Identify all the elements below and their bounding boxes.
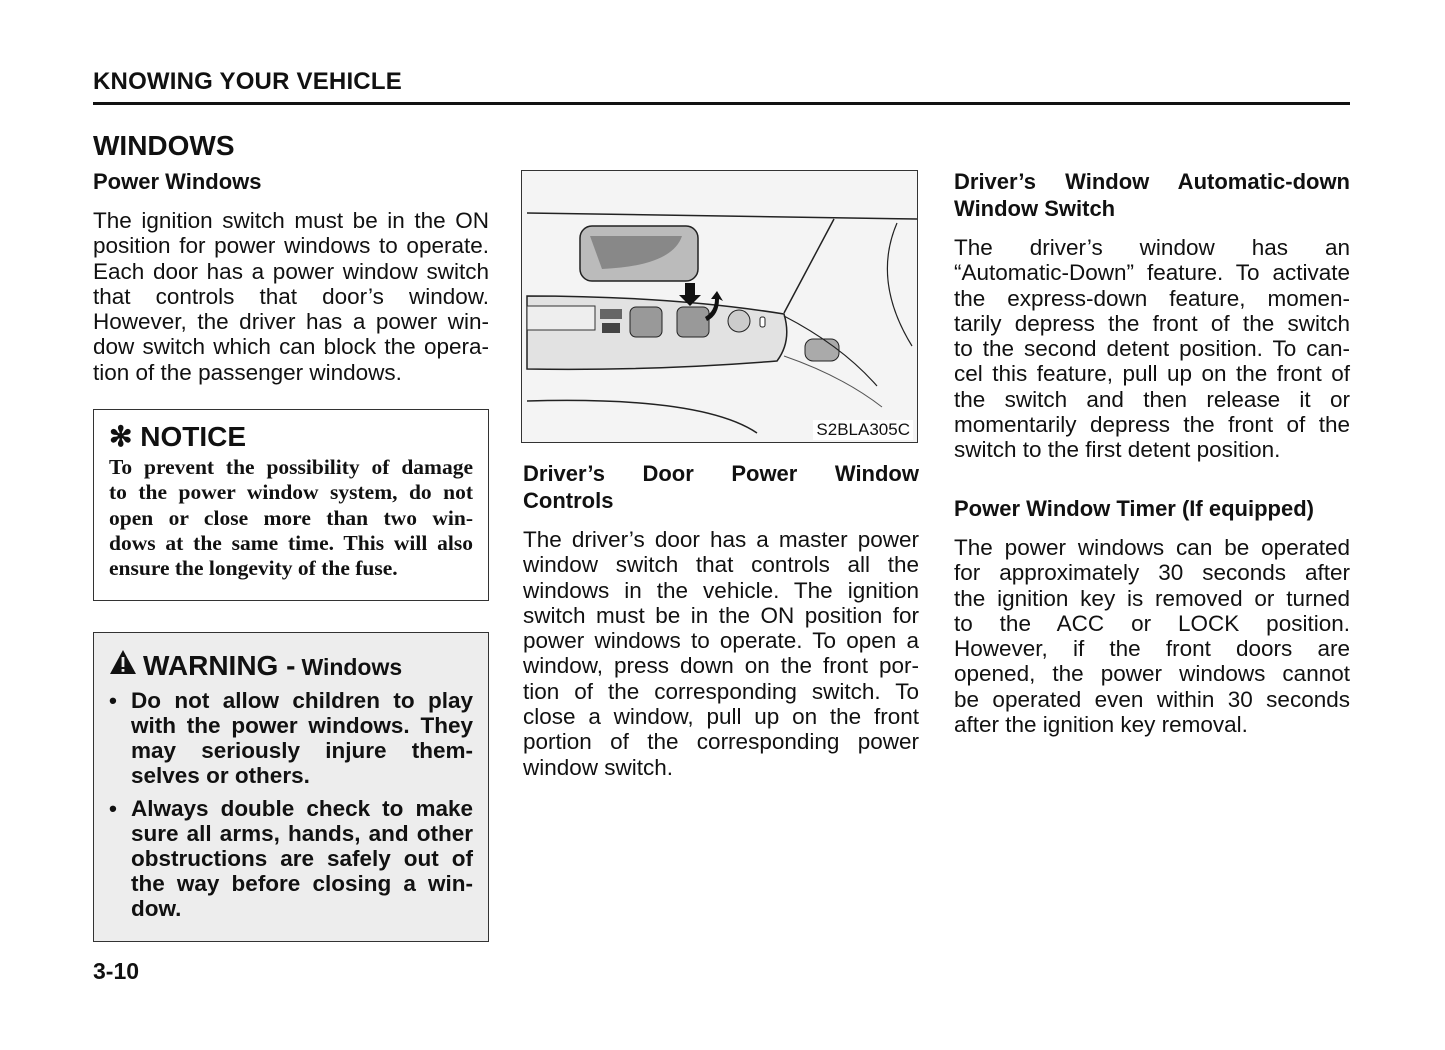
page-title: WINDOWS — [93, 130, 235, 161]
figure-code: S2BLA305C — [813, 420, 913, 440]
power-windows-paragraph — [93, 208, 489, 385]
text-line: for approximately 30 seconds after — [954, 560, 1350, 586]
text-line: sure all arms, hands, and other — [131, 821, 473, 846]
text-line: Always double check to make — [131, 796, 473, 821]
text-line: dow switch which can block the opera- — [93, 334, 489, 360]
text-line: dows at the same time. This will also — [109, 530, 473, 555]
text-line: position for power windows to operate. — [93, 233, 489, 259]
text-line: to the second detent position. To can- — [954, 336, 1350, 362]
text-line: “Automatic-Down” feature. To activate — [954, 260, 1350, 286]
text-line: The power windows can be operated — [954, 535, 1350, 560]
warning-bullet-text — [131, 688, 473, 788]
warning-bullet: • Always double check to make sure all arms, hands, and other obstructions are safely out of the way before closing a win- dow. — [109, 796, 473, 921]
warning-subtitle: Windows — [301, 654, 403, 680]
text-line: However, if the front doors are — [954, 636, 1350, 662]
notice-asterisk-icon: ✻ — [109, 421, 133, 452]
text-line: tarily depress the front of the switch — [954, 310, 1350, 336]
text-line: obstructions are safely out of — [131, 846, 473, 871]
text-line: window switch that controls all the — [523, 552, 919, 578]
text-line: be operated even within 30 seconds — [954, 686, 1350, 712]
warning-bullet: • Do not allow children to play with the power windows. They may seriously injure them- selves or others. — [109, 688, 473, 788]
heading-automatic-down — [954, 168, 1350, 222]
notice-box — [93, 409, 489, 601]
text-line: to the power window system, do not — [109, 480, 473, 505]
text-line: tion of the corresponding switch. To — [523, 678, 919, 704]
text-line: close a window, pull up on the front — [523, 704, 919, 730]
door-panel-drawing — [522, 171, 918, 443]
warning-title: WARNING - — [143, 650, 296, 681]
text-line: the ignition key is removed or turned — [954, 585, 1350, 611]
text-line: to the ACC or LOCK position. — [954, 610, 1350, 636]
text-line: the switch and then release it or — [954, 386, 1350, 412]
text-line: may seriously injure them- — [131, 738, 473, 763]
text-line: The ignition switch must be in the ON — [93, 208, 489, 233]
text-line: Driver’s Door Power Window — [523, 461, 919, 486]
notice-text — [109, 455, 473, 581]
text-line: opened, the power windows cannot — [954, 661, 1350, 687]
text-line: Driver’s Window Automatic-down — [954, 169, 1350, 194]
text-line: Do not allow children to play — [131, 688, 473, 713]
text-line: portion of the corresponding power — [523, 729, 919, 755]
text-line: tion of the passenger windows. — [93, 359, 402, 385]
page-number: 3-10 — [93, 958, 140, 984]
text-line: Controls — [523, 488, 614, 513]
text-line: switch to the first detent position. — [954, 437, 1281, 463]
text-line: that controls that door’s window. — [93, 283, 489, 309]
warning-heading — [109, 649, 473, 682]
text-line: windows in the vehicle. The ignition — [523, 577, 919, 603]
notice-heading — [109, 420, 473, 453]
text-line: the express-down feature, momen- — [954, 285, 1350, 311]
text-line: switch must be in the ON position for — [523, 602, 919, 628]
header-rule — [93, 102, 1350, 105]
warning-box — [93, 632, 489, 942]
text-line: window, press down on the front por- — [523, 653, 919, 679]
warning-triangle-icon — [109, 649, 137, 682]
text-line: To prevent the possibility of damage — [109, 455, 473, 479]
text-line: Window Switch — [954, 196, 1116, 221]
text-line: open or close more than two win- — [109, 505, 473, 530]
automatic-down-paragraph — [954, 235, 1350, 463]
notice-title: NOTICE — [140, 421, 247, 452]
text-line: However, the driver has a power win- — [93, 309, 489, 335]
text-line: momentarily depress the front of the — [954, 412, 1350, 438]
text-line: after the ignition key removal. — [954, 712, 1248, 738]
text-line: The driver’s window has an — [954, 235, 1350, 260]
text-line: Each door has a power window switch — [93, 258, 489, 284]
subtitle-power-windows: Power Windows — [93, 169, 262, 194]
text-line: dow. — [131, 896, 182, 921]
text-line: The driver’s door has a master power — [523, 527, 919, 552]
text-line: with the power windows. They — [131, 713, 473, 738]
heading-window-timer: Power Window Timer (If equipped) — [954, 496, 1314, 521]
text-line: power windows to operate. To open a — [523, 628, 919, 654]
text-line: cel this feature, pull up on the front of — [954, 361, 1350, 387]
drivers-door-paragraph — [523, 527, 919, 780]
door-switch-illustration — [521, 170, 918, 443]
text-line: the way before closing a win- — [131, 871, 473, 896]
warning-bullet-text — [131, 796, 473, 921]
text-line: ensure the longevity of the fuse. — [109, 556, 398, 581]
section-header: KNOWING YOUR VEHICLE — [93, 68, 402, 95]
text-line: selves or others. — [131, 763, 310, 788]
text-line: window switch. — [523, 754, 674, 780]
heading-drivers-door-controls — [523, 460, 919, 514]
warning-bullets — [109, 688, 473, 921]
window-timer-paragraph — [954, 535, 1350, 737]
